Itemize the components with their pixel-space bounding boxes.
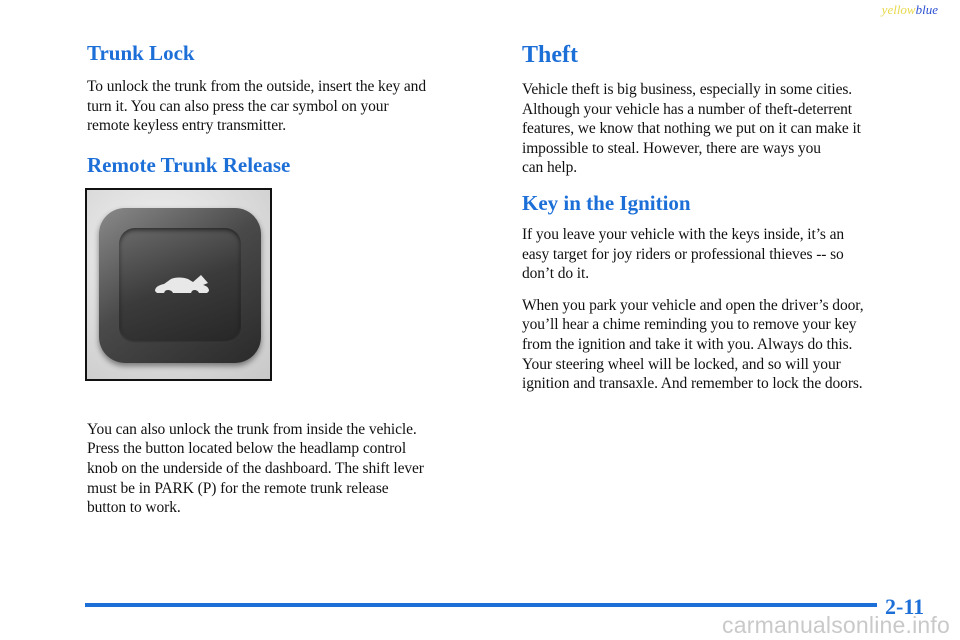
text-line: knob on the underside of the dashboard. The shift lever (87, 459, 424, 477)
button-bezel (99, 208, 261, 363)
footer-rule (85, 603, 877, 607)
text-line: Vehicle theft is big business, especially in some cities. (522, 81, 853, 98)
text-line: don’t do it. (522, 265, 589, 283)
text-line: Your steering wheel will be locked, and so will your (522, 355, 841, 373)
text-line: You can also unlock the trunk from inside the vehicle. (87, 420, 417, 438)
text-line: can help. (522, 159, 578, 177)
right-column (522, 40, 932, 394)
heading-theft: Theft (522, 42, 578, 68)
page-number: 2-11 (885, 594, 925, 619)
text-line: button to work. (87, 499, 181, 517)
trunk-release-button-image (85, 188, 272, 381)
text-line: must be in PARK (P) for the remote trunk release (87, 479, 389, 497)
text-line: ignition and transaxle. And remember to lock the doors. (522, 375, 863, 393)
text-line: easy target for joy riders or professional thieves -- so (522, 245, 844, 263)
text-line: remote keyless entry transmitter. (87, 117, 287, 135)
heading-trunk-lock: Trunk Lock (87, 41, 195, 65)
trunk-lock-paragraph (87, 77, 485, 136)
theft-paragraph (522, 80, 932, 178)
yellow-label: yellow (881, 2, 916, 17)
text-line: If you leave your vehicle with the keys inside, it’s an (522, 225, 845, 243)
button-face (119, 228, 241, 343)
remote-trunk-release-paragraph (87, 420, 485, 518)
text-line: features, we know that nothing we put on it can make it (522, 120, 861, 138)
text-line: turn it. You can also press the car symbol on your (87, 97, 389, 115)
blue-label: blue (915, 2, 938, 17)
car-trunk-icon (153, 272, 211, 298)
text-line: Press the button located below the headlamp control (87, 440, 407, 458)
key-ignition-paragraph-1 (522, 225, 932, 284)
heading-key-in-ignition: Key in the Ignition (522, 190, 691, 215)
text-line: To unlock the trunk from the outside, insert the key and (87, 78, 426, 95)
text-line: from the ignition and take it with you. Always do this. (522, 335, 853, 353)
text-line: Although your vehicle has a number of theft-deterrent (522, 100, 852, 118)
text-line: When you park your vehicle and open the driver’s door, (522, 296, 864, 314)
key-ignition-paragraph-2 (522, 296, 932, 394)
color-proof-marker (882, 2, 938, 18)
text-line: impossible to steal. However, there are ways you (522, 139, 821, 157)
text-line: you’ll hear a chime reminding you to remove your key (522, 316, 857, 334)
heading-remote-trunk-release: Remote Trunk Release (87, 152, 291, 177)
site-watermark: carmanualsonline.info (722, 612, 950, 638)
